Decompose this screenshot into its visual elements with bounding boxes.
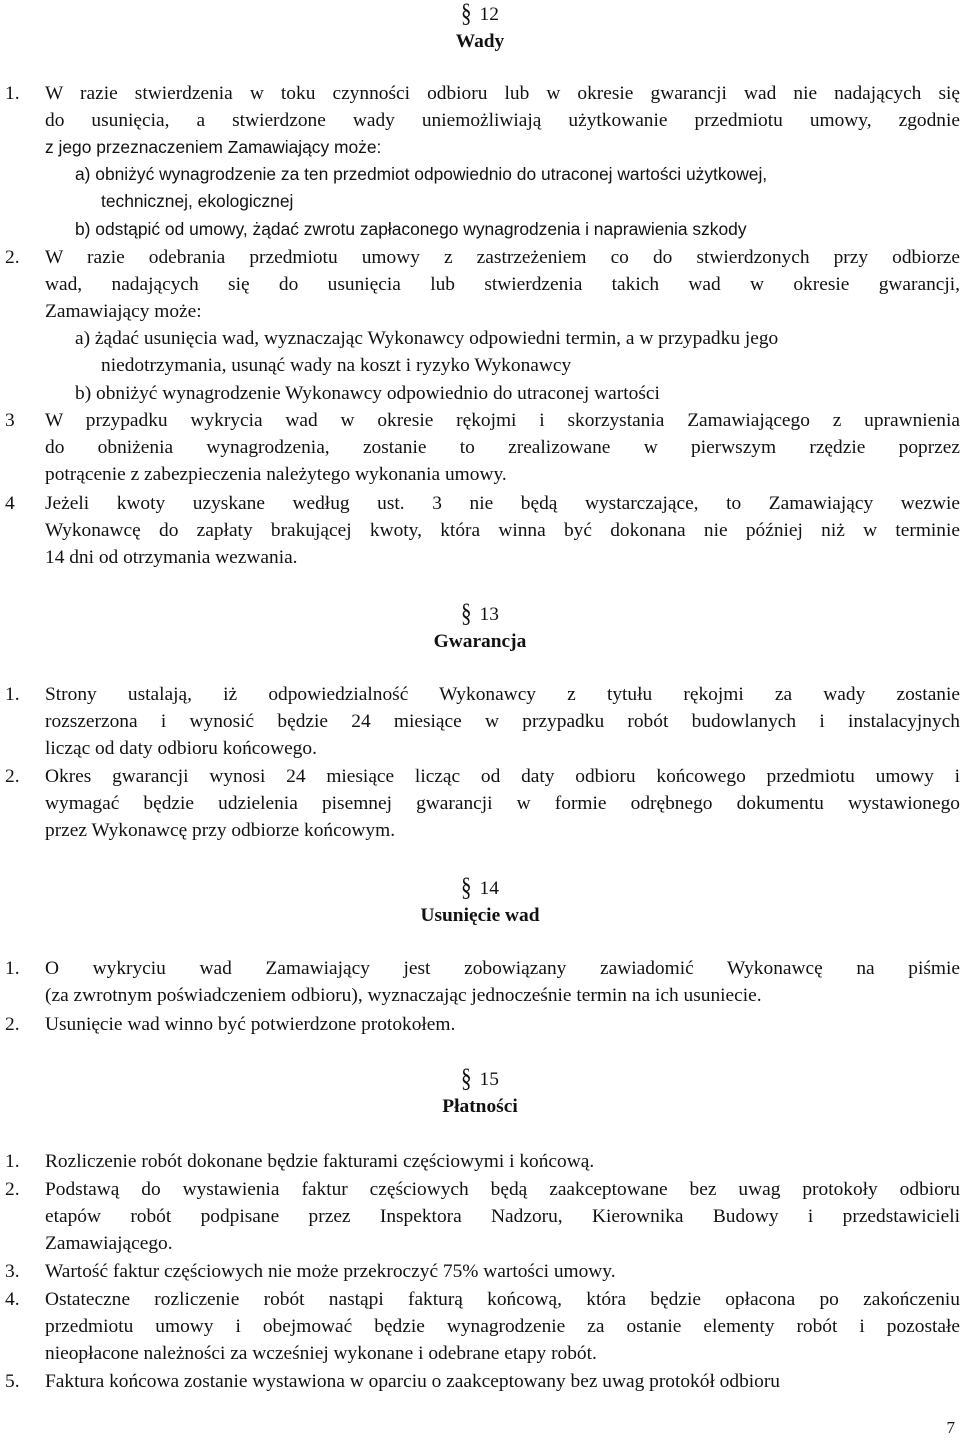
section-symbol: § [461,597,472,628]
text-line: W przypadku wykrycia wad w okresie rękojmi i skorzystania Zamawiającego z uprawnienia [45,410,960,431]
text-line: technicznej, ekologicznej [101,191,294,212]
text-line: a) żądać usunięcia wad, wyznaczając Wykonawcy odpowiedni termin, a w przypadku jego [75,328,779,349]
text-line: Usunięcie wad winno być potwierdzone protokołem. [45,1014,456,1035]
paragraph-text [45,244,960,326]
paragraph-text [45,80,960,162]
paragraph-text [45,763,960,845]
paragraph-number: 1. [5,684,20,705]
text-line: Podstawą do wystawienia faktur częściowych będą zaakceptowane bez uwag protokoły odbioru [45,1179,960,1200]
section-symbol: § [461,871,472,902]
paragraph-number: 3 [5,410,15,431]
paragraph-text [45,1368,960,1395]
paragraph-text [45,1258,960,1285]
text-line: nieopłacone należności za wcześniej wykonane i odebrane etapy robót. [45,1343,597,1365]
paragraph-number: 1. [5,958,20,979]
text-line: (za zwrotnym poświadczeniem odbioru), wyznaczając jednocześnie termin na ich usuniecie. [45,985,762,1007]
paragraph-number: 3. [5,1261,20,1282]
sub-item-text [75,161,960,215]
text-line: b) obniżyć wynagrodzenie Wykonawcy odpowiednio do utraconej wartości [75,383,660,404]
paragraph-text [45,955,960,1009]
text-line: 14 dni od otrzymania wezwania. [45,547,298,569]
paragraph-number: 2. [5,1014,20,1035]
section-heading [0,0,960,55]
paragraph-number: 4 [5,493,15,514]
section-heading [0,871,960,929]
text-line: Jeżeli kwoty uzyskane według ust. 3 nie będą wystarczające, to Zamawiający wezwie [45,493,960,514]
section-symbol: § [461,1062,472,1093]
text-line: O wykryciu wad Zamawiający jest zobowiązany zawiadomić Wykonawcę na piśmie [45,958,960,979]
text-line: etapów robót podpisane przez Inspektora Nadzoru, Kierownika Budowy i przedstawicieli [45,1206,960,1228]
paragraph-number: 2. [5,1179,20,1200]
paragraph-number: 4. [5,1289,20,1310]
section-number [0,597,960,628]
text-line: W razie stwierdzenia w toku czynności odbioru lub w okresie gwarancji wad nie nadających się [45,83,960,104]
paragraph-text [45,1286,960,1368]
paragraph-text [45,1148,960,1175]
text-line: Wykonawcę do zapłaty brakującej kwoty, która winna być dokonana nie później niż w terminie [45,520,960,542]
text-line: Okres gwarancji wynosi 24 miesiące licząc od daty odbioru końcowego przedmiotu umowy i [45,766,960,787]
section-number [0,1062,960,1093]
paragraph-text [45,1011,960,1038]
section-number [0,871,960,902]
text-line: b) odstąpić od umowy, żądać zwrotu zapłaconego wynagrodzenia i naprawienia szkody [75,219,747,239]
text-line: Rozliczenie robót dokonane będzie fakturami częściowymi i końcową. [45,1151,595,1172]
text-line: przedmiotu umowy i obejmować będzie wynagrodzenie za ostanie elementy robót i pozostałe [45,1316,960,1338]
text-line: licząc od daty odbioru końcowego. [45,738,317,760]
text-line: przez Wykonawcę przy odbiorze końcowym. [45,820,396,842]
section-number-value: 12 [479,4,499,25]
section-number-value: 15 [479,1069,499,1090]
text-line: wymagać będzie udzielenia pisemnej gwarancji w formie odrębnego dokumentu wystawionego [45,793,960,815]
section-heading [0,597,960,655]
text-line: Zamawiającego. [45,1233,173,1255]
text-line: rozszerzona i wynosić będzie 24 miesiące w przypadku robót budowlanych i instalacyjnych [45,711,960,733]
paragraph-number: 1. [5,83,20,104]
section-number-value: 13 [479,604,499,625]
paragraph-number: 5. [5,1371,20,1392]
text-line: a) obniżyć wynagrodzenie za ten przedmiot odpowiednio do utraconej wartości użytkowej, [75,164,768,184]
paragraph-text [45,1176,960,1258]
text-line: Ostateczne rozliczenie robót nastąpi fakturą końcową, która będzie opłacona po zakończeniu [45,1289,960,1310]
paragraph-number: 1. [5,1151,20,1172]
text-line: W razie odebrania przedmiotu umowy z zastrzeżeniem co do stwierdzonych przy odbiorze [45,247,960,268]
text-line: Zamawiający może: [45,301,202,323]
text-line: do obniżenia wynagrodzenia, zostanie to zrealizowane w pierwszym rzędzie poprzez [45,437,960,459]
text-line: Strony ustalają, iż odpowiedzialność Wykonawcy z tytułu rękojmi za wady zostanie [45,684,960,705]
paragraph-text [45,490,960,572]
sub-item-text [75,380,960,407]
section-title: Wady [455,31,505,52]
section-title: Płatności [442,1096,518,1117]
text-line: potrącenie z zabezpieczenia należytego wykonania umowy. [45,464,507,486]
section-title: Usunięcie wad [420,905,540,926]
text-line: z jego przeznaczeniem Zamawiający może: [45,137,382,158]
page-number: 7 [946,1418,955,1437]
section-symbol: § [461,0,472,28]
sub-item-text [75,216,960,243]
text-line: Faktura końcowa zostanie wystawiona w oparciu o zaakceptowany bez uwag protokół odbioru [45,1371,780,1392]
section-heading [0,1062,960,1120]
sub-item-text [75,325,960,379]
text-line: niedotrzymania, usunąć wady na koszt i ryzyko Wykonawcy [101,355,572,377]
text-line: wad, nadających się do usunięcia lub stwierdzenia takich wad w okresie gwarancji, [45,274,960,296]
text-line: Wartość faktur częściowych nie może przekroczyć 75% wartości umowy. [45,1261,616,1282]
section-title: Gwarancja [433,631,527,652]
section-number-value: 14 [479,878,499,899]
paragraph-text [45,681,960,763]
paragraph-number: 2. [5,766,20,787]
text-line: do usunięcia, a stwierdzone wady uniemożliwiają użytkowanie przedmiotu umowy, zgodnie [45,110,960,132]
paragraph-text [45,407,960,489]
section-number [0,0,960,28]
paragraph-number: 2. [5,247,20,268]
